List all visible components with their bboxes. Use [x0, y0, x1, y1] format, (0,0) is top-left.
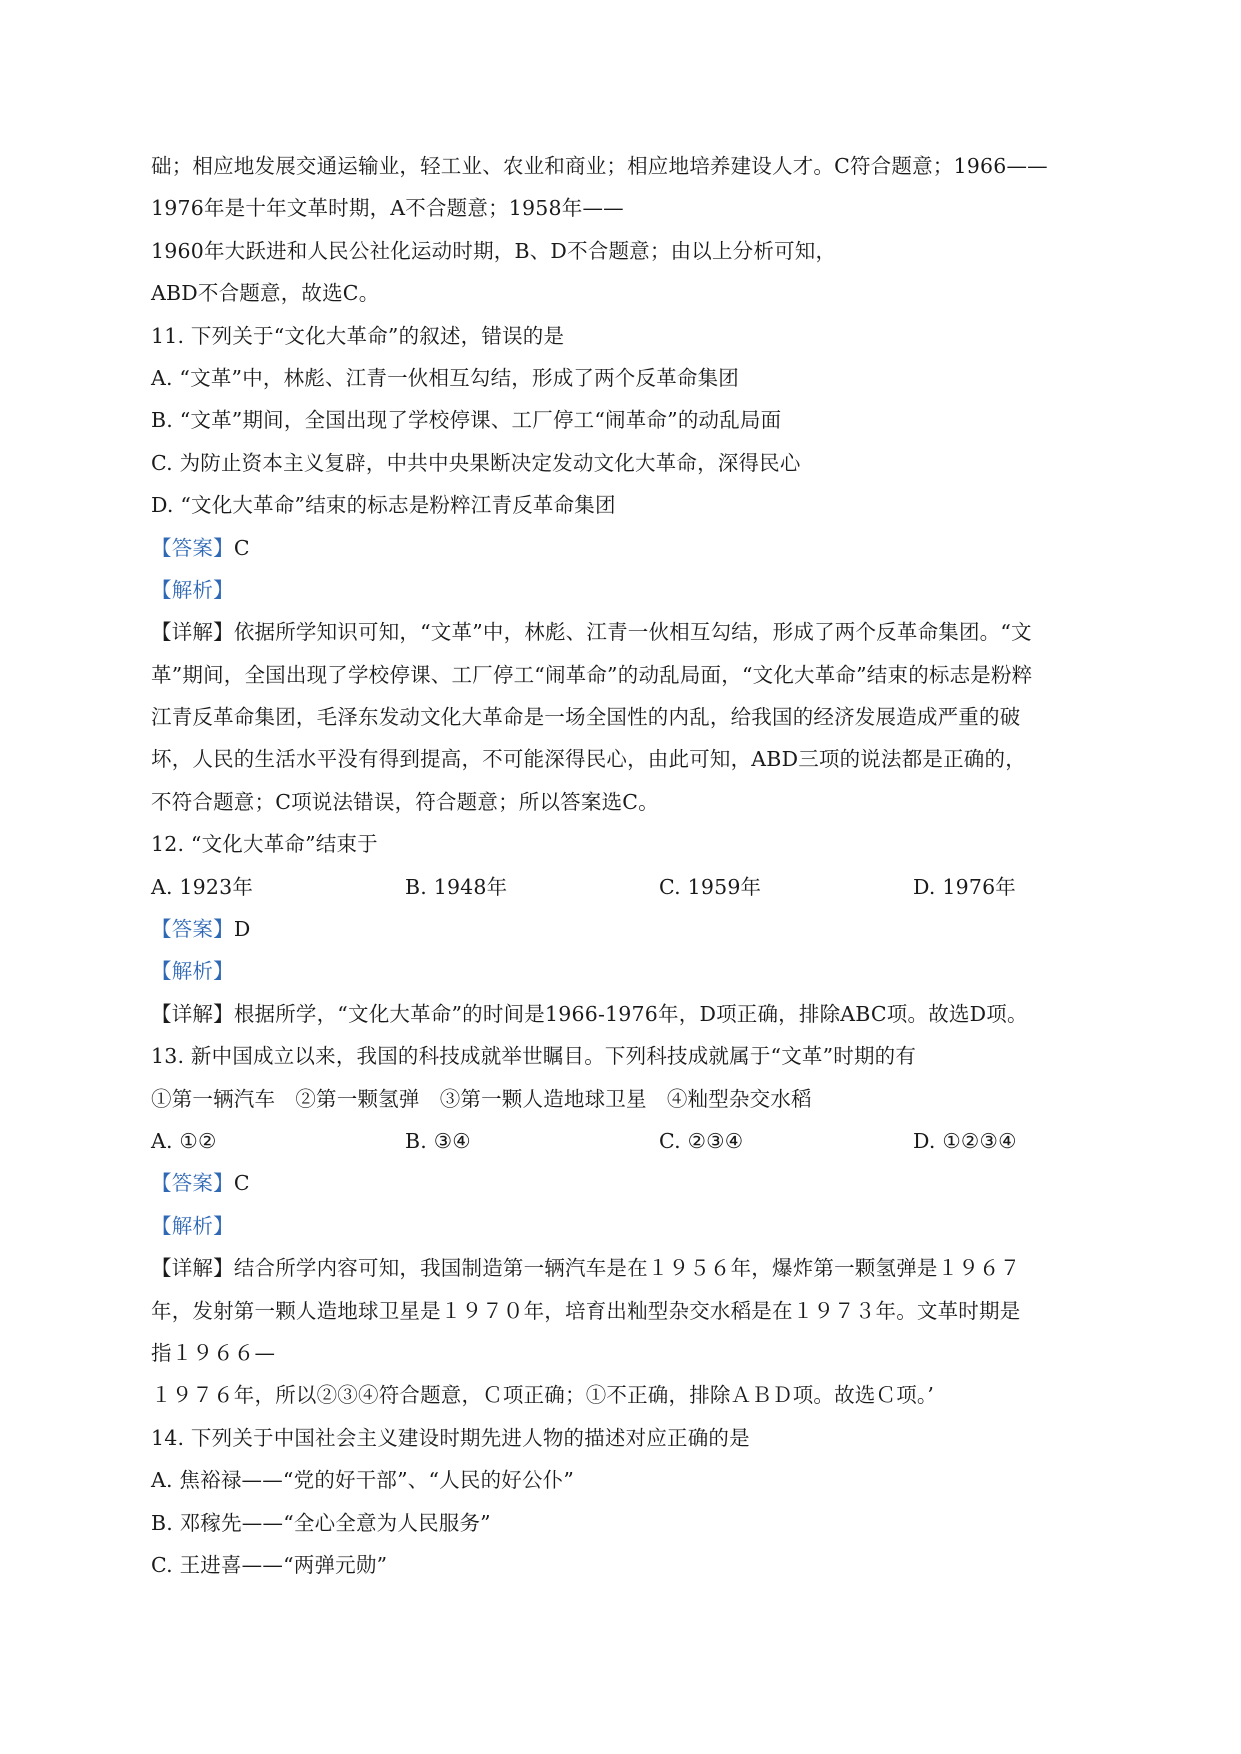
detail-tag: 【详解】: [151, 1001, 234, 1026]
answer-tag: 【答案】: [151, 535, 234, 560]
answer-tag: 【答案】: [151, 1171, 234, 1196]
q13-analysis: [151, 1205, 1101, 1247]
q13-detail-line: １９７６年，所以②③④符合题意，Ｃ项正确；①不正确，排除ＡＢＤ项。故选Ｃ项。’: [151, 1383, 935, 1408]
q13-detail-line: 指１９６６—: [151, 1340, 276, 1365]
q11-option-d: D. “文化大革命”结束的标志是粉粹江青反革命集团: [151, 493, 616, 518]
q13-option-c: C. ②③④: [659, 1128, 744, 1153]
q14-stem: 14. 下列关于中国社会主义建设时期先进人物的描述对应正确的是: [151, 1425, 750, 1450]
answer-value: C: [233, 535, 250, 560]
q12-option-b: B. 1948年: [405, 874, 508, 899]
q12-option-c: C. 1959年: [659, 874, 762, 899]
detail-text: 结合所学内容可知，我国制造第一辆汽车是在１９５６年，爆炸第一颗氢弹是１９６７: [233, 1256, 1021, 1281]
q13-items: ①第一辆汽车 ②第一颗氢弹 ③第一颗人造地球卫星 ④籼型杂交水稻: [151, 1086, 812, 1111]
q12-detail-line: [151, 993, 1101, 1035]
q13-stem: 13. 新中国成立以来，我国的科技成就举世瞩目。下列科技成就属于“文革”时期的有: [151, 1044, 917, 1069]
q12-stem: 12. “文化大革命”结束于: [151, 832, 378, 857]
detail-tag: 【详解】: [151, 620, 234, 645]
answer-value: C: [233, 1171, 250, 1196]
q11-detail-line: 坏，人民的生活水平没有得到提高，不可能深得民心，由此可知，ABD三项的说法都是正确的，: [151, 747, 1026, 772]
q11-detail-line: 江青反革命集团，毛泽东发动文化大革命是一场全国性的内乱，给我国的经济发展造成严重的破: [151, 705, 1021, 730]
q10-explain-line: ABD不合题意，故选C。: [151, 281, 380, 306]
q13-option-d: D. ①②③④: [913, 1128, 1017, 1153]
q10-explain-line: 础；相应地发展交通运输业，轻工业、农业和商业；相应地培养建设人才。C符合题意；1966——: [151, 154, 1048, 178]
q11-option-b: B. “文革”期间，全国出现了学校停课、工厂停工“闹革命”的动乱局面: [151, 408, 782, 433]
q11-detail-line: [151, 611, 1101, 653]
q12-analysis: [151, 950, 1101, 992]
q13-detail-line: [151, 1247, 1101, 1289]
q12-option-a: A. 1923年: [151, 874, 254, 899]
analysis-tag: 【解析】: [151, 959, 234, 984]
q11-analysis: [151, 569, 1101, 611]
q11-detail-line: 不符合题意；C项说法错误，符合题意；所以答案选C。: [151, 789, 659, 814]
q10-explain-line: 1976年是十年文革时期，A不合题意；1958年——: [151, 196, 624, 221]
detail-tag: 【详解】: [151, 1256, 234, 1281]
q11-option-c: C. 为防止资本主义复辟，中共中央果断决定发动文化大革命，深得民心: [151, 450, 801, 475]
q11-answer: [151, 527, 1101, 569]
q13-option-b: B. ③④: [405, 1128, 471, 1153]
q12-option-d: D. 1976年: [913, 874, 1017, 899]
document-page: [151, 145, 1101, 1586]
q12-answer: [151, 908, 1101, 950]
q13-answer: [151, 1162, 1101, 1204]
detail-text: 依据所学知识可知，“文革”中，林彪、江青一伙相互勾结，形成了两个反革命集团。“文: [233, 620, 1032, 645]
q14-option-a: A. 焦裕禄——“党的好干部”、“人民的好公仆”: [151, 1468, 575, 1493]
q13-options: [151, 1120, 1101, 1162]
analysis-tag: 【解析】: [151, 577, 234, 602]
q11-option-a: A. “文革”中，林彪、江青一伙相互勾结，形成了两个反革命集团: [151, 365, 739, 390]
answer-tag: 【答案】: [151, 917, 234, 942]
q12-options: [151, 866, 1101, 908]
q14-option-c: C. 王进喜——“两弹元勋”: [151, 1552, 388, 1577]
analysis-tag: 【解析】: [151, 1213, 234, 1238]
q11-stem: 11. 下列关于“文化大革命”的叙述，错误的是: [151, 323, 565, 348]
q13-detail-line: 年，发射第一颗人造地球卫星是１９７０年，培育出籼型杂交水稻是在１９７３年。文革时期是: [151, 1298, 1021, 1323]
q14-option-b: B. 邓稼先——“全心全意为人民服务”: [151, 1510, 491, 1535]
q11-detail-line: 革”期间，全国出现了学校停课、工厂停工“闹革命”的动乱局面，“文化大革命”结束的标志是粉粹: [151, 662, 1033, 687]
q10-explain-line: 1960年大跃进和人民公社化运动时期，B、D不合题意；由以上分析可知，: [151, 238, 837, 263]
q13-option-a: A. ①②: [151, 1128, 217, 1153]
answer-value: D: [233, 917, 251, 942]
detail-text: 根据所学，“文化大革命”的时间是1966-1976年，D项正确，排除ABC项。故选D项。: [233, 1001, 1028, 1026]
